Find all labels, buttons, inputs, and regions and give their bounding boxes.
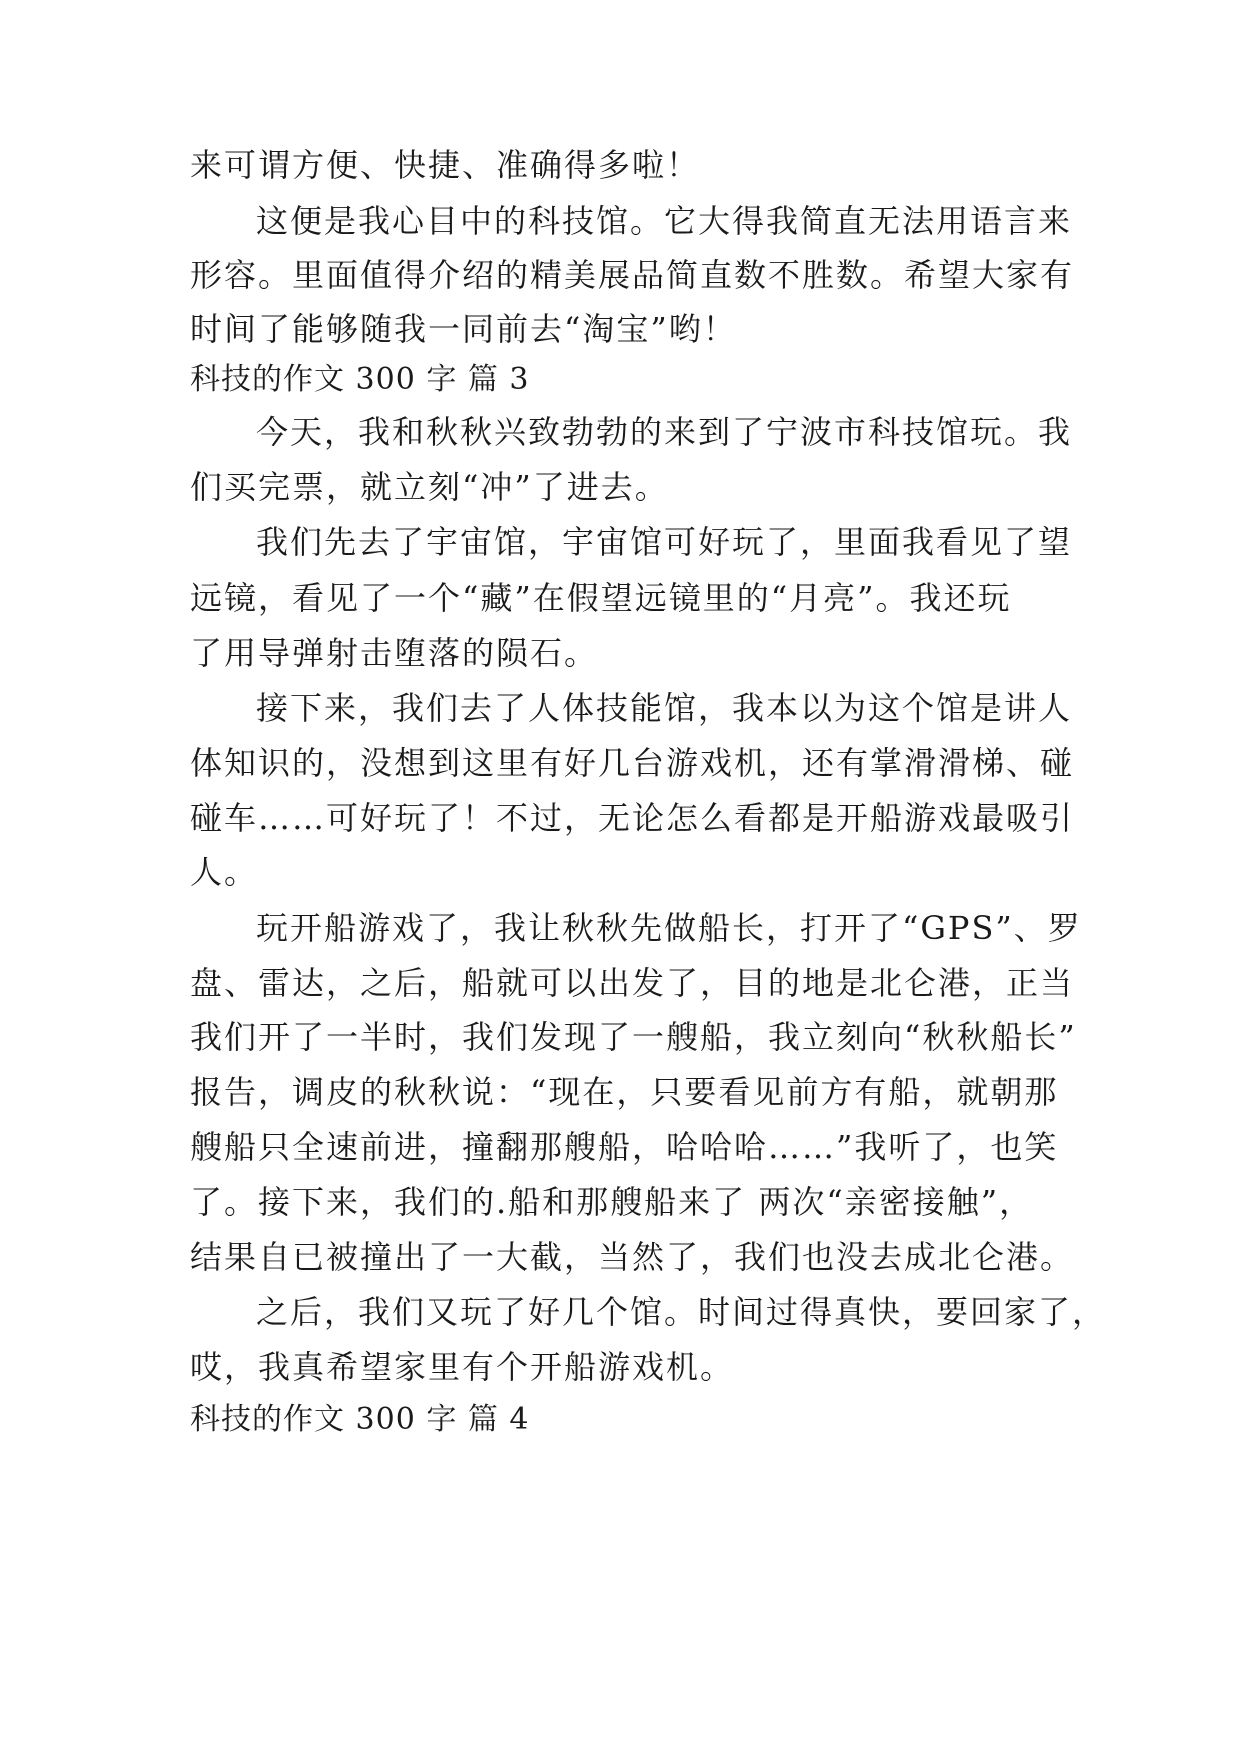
paragraph-line: 我们开了一半时，我们发现了一艘船，我立刻向“秋秋船长” xyxy=(190,1018,1077,1056)
paragraph-line: 报告，调皮的秋秋说：“现在，只要看见前方有船，就朝那 xyxy=(190,1073,1059,1111)
paragraph-line: 们买完票，就立刻“冲”了进去。 xyxy=(190,468,669,506)
section-heading: 科技的作文 300 字 篇 4 xyxy=(190,1402,530,1437)
paragraph-line: 远镜，看见了一个“藏”在假望远镜里的“月亮”。我还玩 xyxy=(190,579,1012,617)
paragraph-line: 艘船只全速前进，撞翻那艘船，哈哈哈……”我听了，也笑 xyxy=(190,1128,1059,1166)
paragraph-line: 接下来，我们去了人体技能馆，我本以为这个馆是讲人 xyxy=(256,689,1073,727)
paragraph-line: 我们先去了宇宙馆，宇宙馆可好玩了，里面我看见了望 xyxy=(256,523,1073,561)
paragraph-line: 时间了能够随我一同前去“淘宝”哟！ xyxy=(190,310,737,348)
paragraph-line: 了。接下来，我们的.船和那艘船来了 两次“亲密接触”， xyxy=(190,1183,1034,1221)
paragraph-line: 盘、雷达，之后，船就可以出发了，目的地是北仑港，正当 xyxy=(190,964,1075,1002)
paragraph-line: 今天，我和秋秋兴致勃勃的来到了宁波市科技馆玩。我 xyxy=(256,413,1073,451)
paragraph-line: 玩开船游戏了，我让秋秋先做船长，打开了“GPS”、罗 xyxy=(256,909,1082,947)
paragraph-line: 体知识的，没想到这里有好几台游戏机，还有掌滑滑梯、碰 xyxy=(190,744,1075,782)
paragraph-line: 之后，我们又玩了好几个馆。时间过得真快，要回家了， xyxy=(256,1293,1107,1331)
paragraph-line: 碰车……可好玩了！不过，无论怎么看都是开船游戏最吸引 xyxy=(190,799,1075,837)
paragraph-line: 这便是我心目中的科技馆。它大得我简直无法用语言来 xyxy=(256,202,1073,240)
paragraph-line: 来可谓方便、快捷、准确得多啦！ xyxy=(190,146,701,184)
paragraph-line: 人。 xyxy=(190,853,259,891)
paragraph-line: 哎，我真希望家里有个开船游戏机。 xyxy=(190,1348,735,1386)
paragraph-line: 形容。里面值得介绍的精美展品简直数不胜数。希望大家有 xyxy=(190,256,1075,294)
section-heading: 科技的作文 300 字 篇 3 xyxy=(190,362,530,397)
paragraph-line: 了用导弹射击堕落的陨石。 xyxy=(190,634,599,672)
paragraph-line: 结果自已被撞出了一大截，当然了，我们也没去成北仑港。 xyxy=(190,1238,1075,1276)
